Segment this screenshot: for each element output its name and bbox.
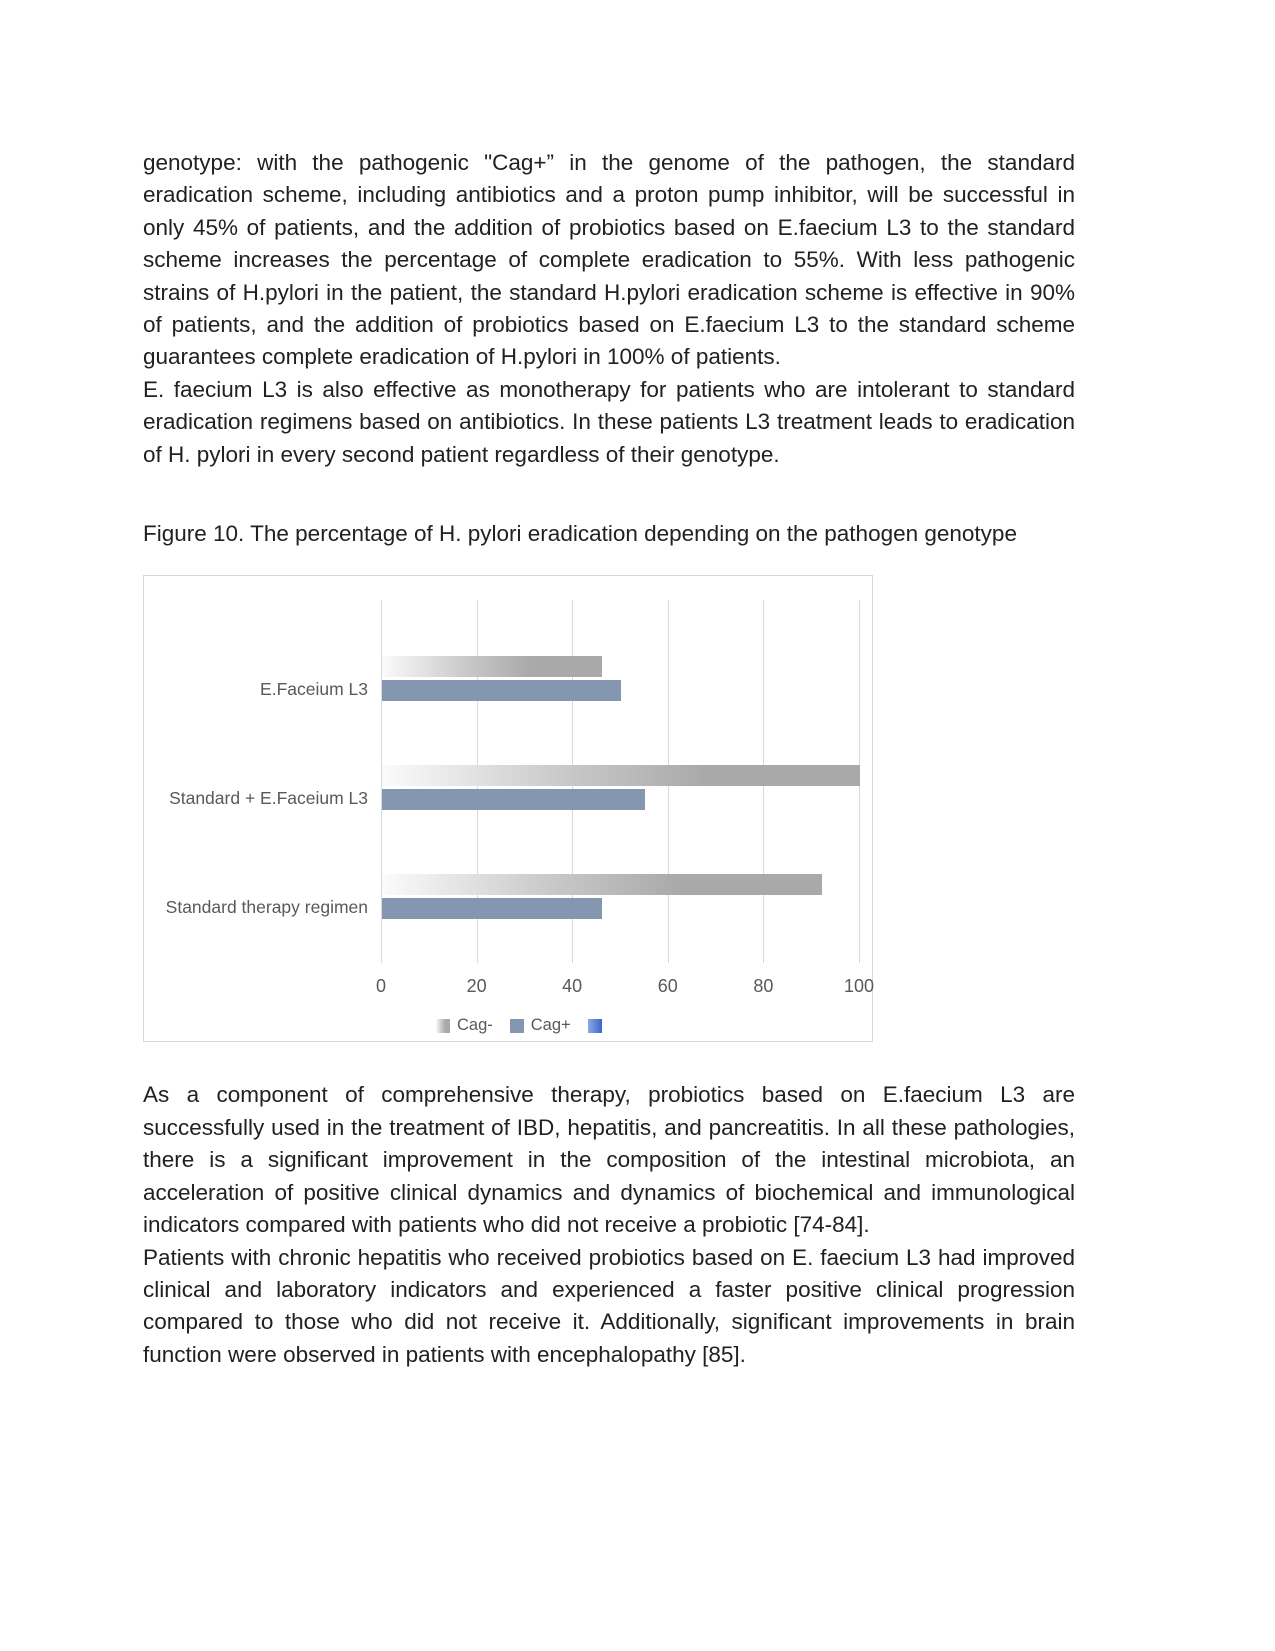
paragraph-comprehensive-therapy: As a component of comprehensive therapy, probiotics based on E.faecium L3 are successfully used in the treatment of IBD, hepatitis, and pancreatitis. In all these pathologies, there is a significant improvement in the composition of the intestinal microbiota, an acceleration of positive clinical dynamics and dynamics of biochemical and immunological indicators compared with patients who did not receive a probiotic [74-84]. [143,1082,1075,1238]
x-tick-label: 20 [466,976,487,997]
x-tick-label: 0 [375,976,386,997]
bar-cag-plus [382,789,645,810]
category-label: E.Faceium L3 [260,679,368,700]
legend-item-cag-minus [436,1016,493,1035]
bar-cag-plus [382,680,621,701]
x-tick-label: 80 [753,976,774,997]
paragraph-monotherapy: E. faecium L3 is also effective as monotherapy for patients who are intolerant to standard eradication regimens based on antibiotics. In these patients L3 treatment leads to eradication of H. pylori in every second patient regardless of their genotype. [143,376,1075,467]
bar-cag-minus [382,874,822,895]
legend-swatch-cag-minus-icon [436,1019,450,1033]
legend-label-cag-plus: Cag+ [530,1016,571,1035]
chart-legend [436,1016,609,1035]
category-label: Standard therapy regimen [165,897,368,918]
legend-swatch-cag-plus-icon [510,1019,524,1033]
category-label: Standard + E.Faceium L3 [169,788,368,809]
legend-swatch-empty-icon [588,1019,602,1033]
paragraph-genotype: genotype: with the pathogenic "Cag+” in the genome of the pathogen, the standard eradication scheme, including antibiotics and a proton pump inhibitor, will be successful in only 45% of patients, and the addition of probiotics based on E.faecium L3 to the standard scheme increases the percentage of complete eradication to 55%. With less pathogenic strains of H.pylori in the patient, the standard H.pylori eradication scheme is effective in 90% of patients, and the addition of probiotics based on E.faecium L3 to the standard scheme guarantees complete eradication of H.pylori in 100% of patients. [143,150,1075,370]
bar-cag-plus [382,898,602,919]
bar-cag-minus [382,765,860,786]
x-tick-label: 60 [657,976,678,997]
legend-item-cag-plus [510,1016,571,1035]
figure-10-chart [143,575,873,1042]
paragraph-chronic-hepatitis: Patients with chronic hepatitis who received probiotics based on E. faecium L3 had improved clinical and laboratory indicators and experienced a faster positive clinical progression compared to those who did not receive it. Additionally, significant improvements in brain function were observed in patients with encephalopathy [85]. [143,1244,1075,1367]
x-tick-label: 100 [843,976,875,997]
x-tick-label: 40 [562,976,583,997]
bar-cag-minus [382,656,602,677]
legend-item-empty [588,1019,609,1033]
legend-label-cag-minus: Cag- [457,1016,493,1035]
figure-caption: Figure 10. The percentage of H. pylori eradication depending on the pathogen genotype [143,521,1017,547]
